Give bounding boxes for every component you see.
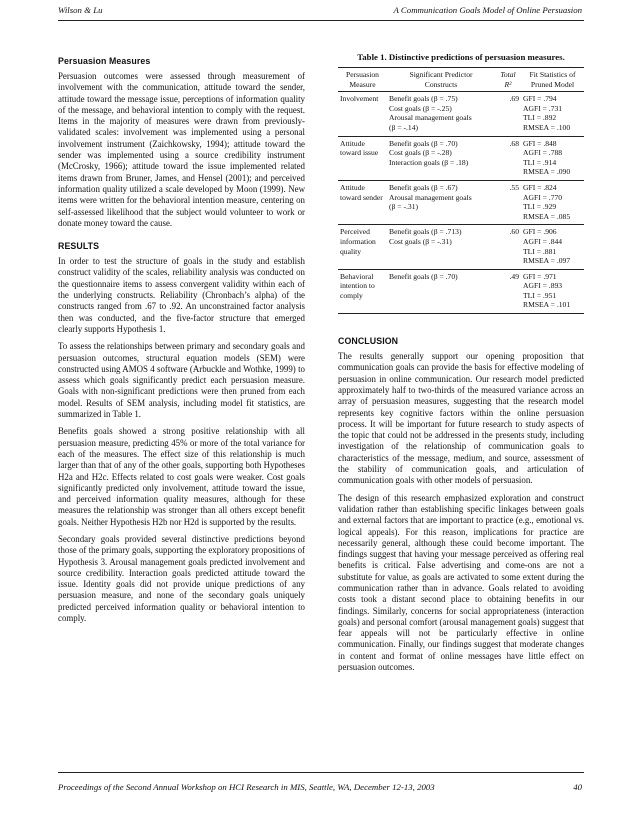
cell-predictors: Benefit goals (β = .70) [389, 271, 458, 281]
cell-r2: .68 [509, 138, 519, 148]
table-caption: Table 1. Distinctive predictions of persuasion measures. [357, 52, 565, 62]
cell-measure: Involvement [340, 94, 379, 104]
section-heading-conclusion: CONCLUSION [338, 336, 399, 347]
paragraph-results-2: To assess the relationships between primary and secondary goals and persuasion outcomes, structural equation models (SEM) were constructed using AMOS 4 software (Arbuckle and Wothke, 1999) to assess which goals significantly predict each persuasion measure. Goals with non-significant predictions were then pruned from each model. Results of SEM analysis, including model fit statistics, are summarized in Table 1. [58, 341, 305, 420]
right-column [338, 52, 584, 679]
paragraph-results-1: In order to test the structure of goals in the study and establish construct validity of the scales, reliability analysis was conducted on the questionnaire items to assess convergent validity within each of the underlying constructs. Reliability (Chronbach’s alpha) of the constructs ranged from .67 to .92. An unconstrained factor analysis then was conducted, and the five-factor structure that emerged clearly supports Hypothesis 1. [58, 256, 305, 334]
header-rule [58, 20, 584, 21]
cell-fit: GFI = .794 AGFI = .731 TLI = .892 RMSEA = .100 [523, 94, 571, 132]
paragraph-conclusion-1: The results generally support our opening proposition that communication goals can provide the basis for effective modeling of persuasion in online communication. Our research model predicted approximately half to two-thirds of the measured variance across an array of persuasion measures, suggesting that the research model represents key cognitive factors within the online persuasion process. It will be important for future research to study aspects of the topic that could not be addressed in the presents study, including investigation of the relationship of communication goals to characteristics of the message, medium, and source, assessment of the stability of communication goals, and articulation of communication goals with other models of persuasion. [338, 351, 584, 486]
table-row-involvement [338, 92, 584, 136]
paragraph-results-4: Secondary goals provided several distinctive predictions beyond those of the primary goals, supporting the exploratory propositions of Hypothesis 3. Arousal management goals predicted involvement and source credibility. Interaction goals predicted attitude toward the issue. Identity goals did not provide unique predictions of any persuasion measure, and none of the secondary goals uniquely predicted perceived information quality or behavioral intention to comply. [58, 533, 305, 624]
cell-measure: Behavioral intention to comply [340, 271, 375, 300]
cell-fit: GFI = .824 AGFI = .770 TLI = .929 RMSEA = .085 [523, 182, 571, 221]
section-heading-persuasion-measures: Persuasion Measures [58, 56, 151, 66]
cell-measure: Perceived information quality [340, 227, 376, 256]
footer-rule [58, 772, 584, 773]
cell-fit: GFI = .971 AGFI = .893 TLI = .951 RMSEA = .101 [523, 271, 571, 310]
cell-predictors: Benefit goals (β = .67) Arousal management goals (β = -.31) [389, 182, 472, 212]
cell-predictors: Benefit goals (β = .75) Cost goals (β = -.25) Arousal management goals (β = -.14) [389, 94, 472, 132]
cell-fit: GFI = .906 AGFI = .844 TLI = .881 RMSEA = .097 [523, 227, 571, 266]
table-row-behavioral-intention [338, 269, 584, 313]
section-heading-results: RESULTS [58, 241, 100, 252]
table-row-attitude-issue [338, 136, 584, 180]
cell-fit: GFI = .848 AGFI = .788 TLI = .914 RMSEA = .090 [523, 138, 571, 177]
table-row-information-quality [338, 225, 584, 269]
cell-predictors: Benefit goals (β = .713) Cost goals (β = -.31) [389, 227, 462, 246]
footer-proceedings: Proceedings of the Second Annual Workshop on HCI Research in MIS, Seattle, WA, December 12-13, 2003 [58, 782, 435, 792]
header-total-r2: Total R² [500, 70, 516, 89]
cell-r2: .60 [509, 227, 519, 237]
cell-measure: Attitude toward issue [340, 138, 379, 158]
paragraph-conclusion-2: The design of this research emphasized exploration and construct validation rather than establishing specific linkages between goals and external factors that are important to practice (e.g., emotional vs. logical appeals). For this reason, implications for practice are necessarily general, although these could become important. The findings suggest that having your message perceived as offering real benefits is critical. False advertising and come-ons are not a substitute for value, as goals are activated to some extent during the communication rather than in advance. Goals related to avoiding costs took a distant second place to obtaining benefits in our findings. Similarly, concerns for social appropriateness (interaction goals) and personal comfort (arousal management goals) suggest that fear appeals will not be particularly effective in online communication. Finally, our findings suggest that moderate changes in content and format of online messages have little effect on persuasion outcomes. [338, 492, 584, 673]
running-header-title: A Communication Goals Model of Online Persuasion [393, 5, 582, 15]
left-column [58, 56, 305, 630]
cell-r2: .49 [509, 271, 519, 281]
running-header-authors: Wilson & Lu [58, 5, 103, 15]
paragraph-persuasion-measures: Persuasion outcomes were assessed through measurement of involvement with the communication, attitude toward the sender, attitude toward the message issue, perceptions of information quality of the message, and behavioral intention to comply with the request. Items in the majority of measures were drawn from previously-validated scales: involvement was implemented using a personal involvement instrument (Zaichkowsky, 1994); attitude toward the sender was implemented using a source credibility instrument (McCrosky, 1966); attitude toward the issue implemented related items drawn from Bruner, James, and Hensel (2001); and perceived information quality utilized a scale developed by Moon (1999). New items were written for the behavioral intention measure, centering on self-assessed likelihood that the subject would volunteer to work or donate money toward the cause. [58, 71, 305, 228]
table-row-attitude-sender [338, 180, 584, 224]
header-predictor: Significant Predictor Constructs [409, 70, 473, 89]
page-number: 40 [573, 782, 582, 792]
cell-r2: .55 [509, 182, 519, 192]
cell-measure: Attitude toward sender [340, 182, 383, 202]
cell-predictors: Benefit goals (β = .70) Cost goals (β = -.28) Interaction goals (β = .18) [389, 138, 469, 167]
cell-r2: .69 [509, 94, 519, 104]
table-header-row [338, 68, 584, 92]
results-table [338, 67, 584, 314]
header-fit: Fit Statistics of Pruned Model [529, 70, 576, 89]
paragraph-results-3: Benefits goals showed a strong positive relationship with all persuasion measure, predicting 45% or more of the total variance for each of the measures. The effect size of this relationship is much larger than that of any of the other goals, supporting both Hypotheses H2a and H2c. Effects related to cost goals were weaker. Cost goals significantly predicted only involvement, attitude toward the issue, and perceived information quality measures, although for these measures the relationship was stronger than all others except benefit goals. Neither Hypothesis H2b nor H2d is supported by the results. [58, 426, 305, 527]
header-measure: Persuasion Measure [346, 70, 379, 89]
